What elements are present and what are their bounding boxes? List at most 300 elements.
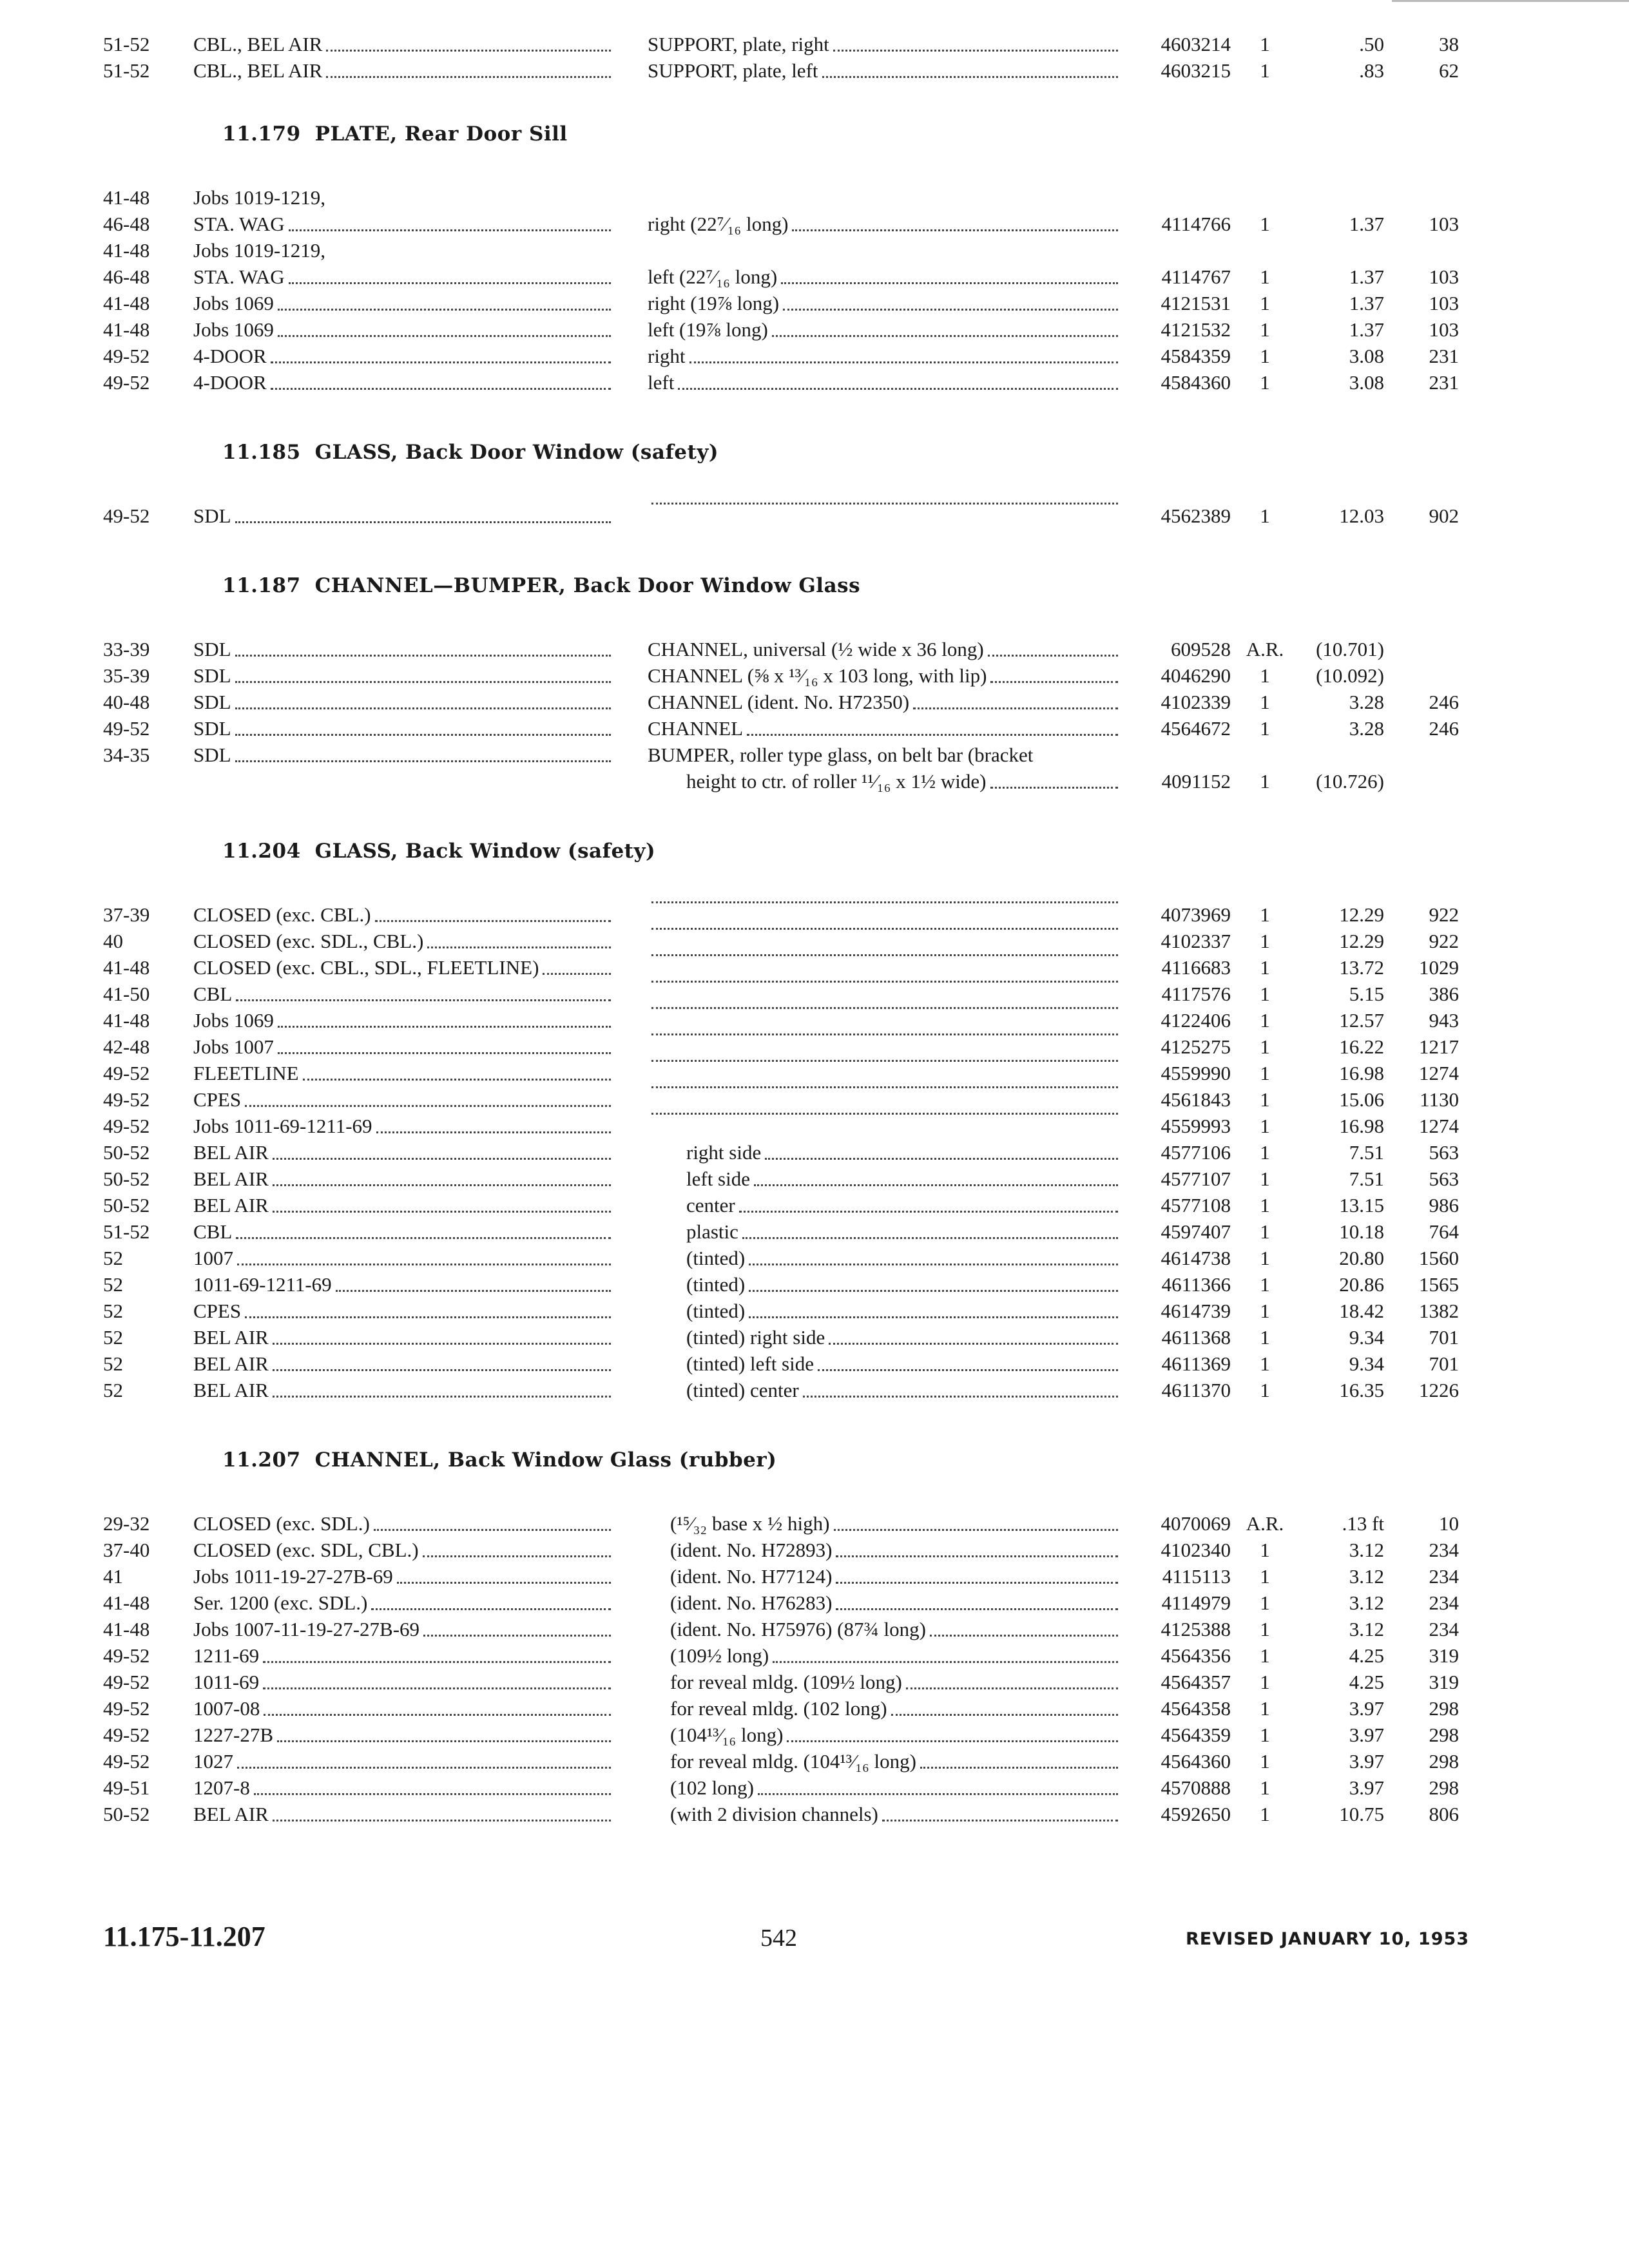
row-quantity: 1 bbox=[1260, 1088, 1270, 1111]
row-part-number: 4562389 bbox=[1161, 505, 1231, 527]
row-price: (10.092) bbox=[1316, 664, 1384, 687]
row-model-text: 1211-69 bbox=[193, 1644, 260, 1667]
row-model-text: CLOSED (exc. CBL.) bbox=[193, 903, 371, 926]
row-list-price: 1274 bbox=[1419, 1115, 1459, 1137]
row-price: 9.34 bbox=[1349, 1352, 1384, 1375]
row-part-number: 4561843 bbox=[1161, 1088, 1231, 1111]
table-row bbox=[0, 184, 1629, 211]
row-price: 10.75 bbox=[1339, 1803, 1384, 1825]
row-description-text: for reveal mldg. (109½ long) bbox=[670, 1671, 902, 1693]
row-years: 37-39 bbox=[103, 903, 150, 926]
row-price: 12.57 bbox=[1339, 1009, 1384, 1032]
row-description bbox=[648, 1748, 1118, 1774]
row-part-number: 4603215 bbox=[1161, 59, 1231, 82]
row-model-text: Jobs 1069 bbox=[193, 1009, 274, 1032]
row-price: .50 bbox=[1359, 33, 1384, 55]
row-price: 13.72 bbox=[1339, 956, 1384, 979]
section-title: GLASS, Back Door Window (safety) bbox=[314, 441, 719, 464]
row-part-number: 4559990 bbox=[1161, 1062, 1231, 1084]
row-price: (10.726) bbox=[1316, 770, 1384, 793]
row-years: 49-52 bbox=[103, 1088, 150, 1111]
row-quantity: 1 bbox=[1260, 345, 1270, 367]
row-model bbox=[193, 1377, 611, 1403]
row-price: 1.37 bbox=[1349, 265, 1384, 288]
row-description bbox=[648, 689, 1118, 715]
row-description bbox=[648, 1350, 1118, 1377]
row-price: 7.51 bbox=[1349, 1141, 1384, 1164]
row-description-text: (104¹³⁄₁₆ long) bbox=[670, 1724, 784, 1746]
row-model-text: CLOSED (exc. SDL, CBL.) bbox=[193, 1539, 419, 1561]
row-description-text: (¹⁵⁄₃₂ base x ½ high) bbox=[670, 1512, 830, 1535]
table-row bbox=[0, 954, 1629, 981]
row-description-text: right (19⅞ long) bbox=[648, 292, 780, 314]
row-years: 46-48 bbox=[103, 265, 150, 288]
row-description-text: SUPPORT, plate, right bbox=[648, 33, 829, 55]
footer-revised-date: REVISED JANUARY 10, 1953 bbox=[1186, 1929, 1470, 1949]
row-model bbox=[193, 1086, 611, 1113]
row-price: 1.37 bbox=[1349, 318, 1384, 341]
table-row bbox=[0, 1537, 1629, 1563]
row-description bbox=[648, 1139, 1118, 1166]
row-description-text: CHANNEL, universal (½ wide x 36 long) bbox=[648, 638, 984, 660]
row-part-number: 4603214 bbox=[1161, 33, 1231, 55]
intro-rows bbox=[0, 31, 1629, 84]
row-list-price: 922 bbox=[1429, 930, 1459, 952]
row-price: 3.12 bbox=[1349, 1591, 1384, 1614]
row-description-text: (tinted) center bbox=[686, 1379, 799, 1401]
row-description bbox=[648, 1192, 1118, 1218]
row-part-number: 4117576 bbox=[1161, 983, 1231, 1005]
row-description-text: height to ctr. of roller ¹¹⁄₁₆ x 1½ wide) bbox=[686, 770, 987, 793]
row-model bbox=[193, 1722, 611, 1748]
row-description bbox=[648, 1590, 1118, 1616]
section-header bbox=[0, 574, 1629, 611]
row-description bbox=[648, 343, 1118, 369]
row-list-price: 922 bbox=[1429, 903, 1459, 926]
row-years: 49-52 bbox=[103, 1724, 150, 1746]
section-header bbox=[0, 840, 1629, 877]
row-model-text: Jobs 1007 bbox=[193, 1035, 274, 1058]
table-row bbox=[0, 1192, 1629, 1218]
row-years: 52 bbox=[103, 1273, 123, 1296]
row-part-number: 4564356 bbox=[1161, 1644, 1231, 1667]
row-price: 9.34 bbox=[1349, 1326, 1384, 1349]
row-description bbox=[648, 954, 1118, 962]
row-model-text: CBL., BEL AIR bbox=[193, 33, 323, 55]
table-row bbox=[0, 1669, 1629, 1695]
row-model-text: Jobs 1011-69-1211-69 bbox=[193, 1115, 372, 1137]
row-years: 50-52 bbox=[103, 1141, 150, 1164]
row-description bbox=[648, 316, 1118, 343]
row-years: 49-52 bbox=[103, 1697, 150, 1720]
table-row bbox=[0, 662, 1629, 689]
row-model-text: Jobs 1019-1219, bbox=[193, 239, 325, 262]
row-model-text: Jobs 1007-11-19-27-27B-69 bbox=[193, 1618, 420, 1640]
row-quantity: 1 bbox=[1260, 505, 1270, 527]
table-row bbox=[0, 1139, 1629, 1166]
row-description bbox=[648, 768, 1118, 794]
row-part-number: 4570888 bbox=[1161, 1776, 1231, 1799]
row-description bbox=[648, 928, 1118, 936]
row-part-number: 4046290 bbox=[1161, 664, 1231, 687]
row-part-number: 4114979 bbox=[1161, 1591, 1231, 1614]
row-part-number: 4584359 bbox=[1161, 345, 1231, 367]
row-description-text: (ident. No. H72893) bbox=[670, 1539, 833, 1561]
row-model bbox=[193, 316, 611, 343]
table-row bbox=[0, 928, 1629, 954]
row-quantity: 1 bbox=[1260, 265, 1270, 288]
row-model-text: BEL AIR bbox=[193, 1141, 269, 1164]
row-price: 4.25 bbox=[1349, 1644, 1384, 1667]
row-model bbox=[193, 1350, 611, 1377]
row-model bbox=[193, 290, 611, 316]
section-number: 11.204 bbox=[222, 840, 301, 863]
section-header bbox=[0, 1448, 1629, 1486]
row-description-text: (ident. No. H76283) bbox=[670, 1591, 833, 1614]
row-model bbox=[193, 1166, 611, 1192]
row-years: 41-48 bbox=[103, 1618, 150, 1640]
table-row bbox=[0, 1616, 1629, 1642]
table-row bbox=[0, 1695, 1629, 1722]
row-price: 18.42 bbox=[1339, 1300, 1384, 1322]
row-price: 3.08 bbox=[1349, 345, 1384, 367]
row-quantity: 1 bbox=[1260, 1591, 1270, 1614]
table-row bbox=[0, 1590, 1629, 1616]
row-model bbox=[193, 237, 611, 264]
row-description-text: left side bbox=[686, 1168, 750, 1190]
row-part-number: 4125388 bbox=[1161, 1618, 1231, 1640]
row-model bbox=[193, 1748, 611, 1774]
row-price: 3.08 bbox=[1349, 371, 1384, 394]
row-model-text: CLOSED (exc. CBL., SDL., FLEETLINE) bbox=[193, 956, 539, 979]
row-model-text: 1011-69-1211-69 bbox=[193, 1273, 332, 1296]
row-years: 52 bbox=[103, 1352, 123, 1375]
row-description-text: plastic bbox=[686, 1220, 738, 1243]
row-model-text: 1227-27B bbox=[193, 1724, 273, 1746]
row-part-number: 4611370 bbox=[1161, 1379, 1231, 1401]
row-years: 50-52 bbox=[103, 1803, 150, 1825]
row-list-price: 234 bbox=[1429, 1591, 1459, 1614]
row-list-price: 943 bbox=[1429, 1009, 1459, 1032]
row-model-text: SDL bbox=[193, 505, 231, 527]
row-model-text: CLOSED (exc. SDL., CBL.) bbox=[193, 930, 424, 952]
section-header bbox=[0, 122, 1629, 160]
row-description-text: left (22⁷⁄₁₆ long) bbox=[648, 265, 778, 288]
row-list-price: 902 bbox=[1429, 505, 1459, 527]
row-price: 5.15 bbox=[1349, 983, 1384, 1005]
row-list-price: 319 bbox=[1429, 1671, 1459, 1693]
row-model-text: CPES bbox=[193, 1088, 242, 1111]
row-years: 51-52 bbox=[103, 1220, 150, 1243]
row-years: 49-52 bbox=[103, 1062, 150, 1084]
row-model-text: SDL bbox=[193, 744, 231, 766]
table-row bbox=[0, 503, 1629, 529]
footer-section-range: 11.175-11.207 bbox=[103, 1921, 265, 1952]
row-price: 1.37 bbox=[1349, 213, 1384, 235]
row-part-number: 4121531 bbox=[1161, 292, 1231, 314]
row-model bbox=[193, 369, 611, 396]
row-model-text: SDL bbox=[193, 717, 231, 740]
row-years: 49-52 bbox=[103, 1750, 150, 1773]
row-description bbox=[648, 981, 1118, 988]
row-description-text: SUPPORT, plate, left bbox=[648, 59, 818, 82]
row-description-text: (tinted) bbox=[686, 1247, 746, 1269]
table-row bbox=[0, 1060, 1629, 1086]
row-model bbox=[193, 1563, 611, 1590]
row-price: 12.29 bbox=[1339, 903, 1384, 926]
row-description bbox=[648, 1669, 1118, 1695]
row-model bbox=[193, 928, 611, 954]
row-description-text: BUMPER, roller type glass, on belt bar (bracket bbox=[648, 744, 1034, 766]
row-quantity: 1 bbox=[1260, 1644, 1270, 1667]
table-row bbox=[0, 264, 1629, 290]
table-row bbox=[0, 1324, 1629, 1350]
table-row bbox=[0, 1510, 1629, 1537]
table-row bbox=[0, 369, 1629, 396]
row-list-price: 298 bbox=[1429, 1724, 1459, 1746]
row-years: 33-39 bbox=[103, 638, 150, 660]
row-years: 34-35 bbox=[103, 744, 150, 766]
row-price: (10.701) bbox=[1316, 638, 1384, 660]
row-part-number: 4125275 bbox=[1161, 1035, 1231, 1058]
row-price: 15.06 bbox=[1339, 1088, 1384, 1111]
row-description-text: CHANNEL bbox=[648, 717, 744, 740]
row-quantity: 1 bbox=[1260, 1671, 1270, 1693]
row-years: 41-48 bbox=[103, 1009, 150, 1032]
row-years: 29-32 bbox=[103, 1512, 150, 1535]
table-row bbox=[0, 1748, 1629, 1774]
row-years: 41-48 bbox=[103, 956, 150, 979]
row-list-price: 806 bbox=[1429, 1803, 1459, 1825]
row-quantity: 1 bbox=[1260, 1168, 1270, 1190]
row-model bbox=[193, 211, 611, 237]
row-description-text: (with 2 division channels) bbox=[670, 1803, 878, 1825]
row-model bbox=[193, 689, 611, 715]
row-model bbox=[193, 1298, 611, 1324]
row-description-text: (102 long) bbox=[670, 1776, 755, 1799]
table-row bbox=[0, 1722, 1629, 1748]
section-title: PLATE, Rear Door Sill bbox=[314, 122, 568, 146]
row-model bbox=[193, 636, 611, 662]
row-list-price: 563 bbox=[1429, 1168, 1459, 1190]
table-row bbox=[0, 1218, 1629, 1245]
row-description-text: right (22⁷⁄₁₆ long) bbox=[648, 213, 789, 235]
row-part-number: 4592650 bbox=[1161, 1803, 1231, 1825]
row-quantity: 1 bbox=[1260, 1220, 1270, 1243]
row-model bbox=[193, 1510, 611, 1537]
section-number: 11.207 bbox=[222, 1448, 301, 1472]
row-quantity: 1 bbox=[1260, 664, 1270, 687]
row-model-text: 4-DOOR bbox=[193, 371, 267, 394]
row-quantity: A.R. bbox=[1246, 638, 1284, 660]
section-title: GLASS, Back Window (safety) bbox=[314, 840, 656, 863]
table-row bbox=[0, 343, 1629, 369]
table-row bbox=[0, 1774, 1629, 1801]
table-row bbox=[0, 689, 1629, 715]
row-years: 52 bbox=[103, 1300, 123, 1322]
row-part-number: 4122406 bbox=[1161, 1009, 1231, 1032]
row-part-number: 4115113 bbox=[1162, 1565, 1231, 1588]
row-quantity: 1 bbox=[1260, 1379, 1270, 1401]
row-price: 12.29 bbox=[1339, 930, 1384, 952]
table-row bbox=[0, 1007, 1629, 1033]
row-description-text: left bbox=[648, 371, 675, 394]
row-years: 41-48 bbox=[103, 1591, 150, 1614]
row-years: 49-52 bbox=[103, 505, 150, 527]
row-part-number: 4584360 bbox=[1161, 371, 1231, 394]
row-list-price: 319 bbox=[1429, 1644, 1459, 1667]
row-description bbox=[648, 715, 1118, 742]
row-years: 51-52 bbox=[103, 59, 150, 82]
section-header bbox=[0, 441, 1629, 478]
table-row bbox=[0, 1563, 1629, 1590]
row-model bbox=[193, 1007, 611, 1033]
row-list-price: 1029 bbox=[1419, 956, 1459, 979]
row-model bbox=[193, 662, 611, 689]
table-row bbox=[0, 1801, 1629, 1827]
row-model bbox=[193, 901, 611, 928]
row-price: 4.25 bbox=[1349, 1671, 1384, 1693]
table-row bbox=[0, 901, 1629, 928]
row-part-number: 4577106 bbox=[1161, 1141, 1231, 1164]
row-description bbox=[648, 31, 1118, 57]
table-row bbox=[0, 237, 1629, 264]
row-price: 20.80 bbox=[1339, 1247, 1384, 1269]
row-description bbox=[648, 1774, 1118, 1801]
row-model bbox=[193, 1060, 611, 1086]
row-model-text: BEL AIR bbox=[193, 1803, 269, 1825]
row-quantity: 1 bbox=[1260, 292, 1270, 314]
row-description bbox=[648, 1166, 1118, 1192]
row-model bbox=[193, 1033, 611, 1060]
row-description bbox=[648, 503, 1118, 510]
row-part-number: 4597407 bbox=[1161, 1220, 1231, 1243]
row-model bbox=[193, 1774, 611, 1801]
row-description bbox=[648, 1377, 1118, 1403]
row-price: 13.15 bbox=[1339, 1194, 1384, 1216]
row-years: 42-48 bbox=[103, 1035, 150, 1058]
row-part-number: 4611366 bbox=[1161, 1273, 1231, 1296]
row-list-price: 231 bbox=[1429, 371, 1459, 394]
row-model bbox=[193, 742, 611, 768]
row-description-text: right bbox=[648, 345, 686, 367]
row-quantity: 1 bbox=[1260, 1326, 1270, 1349]
sections bbox=[0, 77, 1629, 1827]
table-row bbox=[0, 742, 1629, 768]
row-model bbox=[193, 1801, 611, 1827]
row-quantity: 1 bbox=[1260, 1273, 1270, 1296]
row-list-price: 103 bbox=[1429, 318, 1459, 341]
row-description bbox=[648, 1033, 1118, 1041]
scan-edge-mark bbox=[1392, 0, 1629, 7]
row-model-text: 1007-08 bbox=[193, 1697, 260, 1720]
table-row bbox=[0, 981, 1629, 1007]
row-list-price: 764 bbox=[1429, 1220, 1459, 1243]
row-model bbox=[193, 715, 611, 742]
row-price: 3.12 bbox=[1349, 1539, 1384, 1561]
row-description-text: CHANNEL (ident. No. H72350) bbox=[648, 691, 910, 713]
row-years: 50-52 bbox=[103, 1168, 150, 1190]
table-row bbox=[0, 1271, 1629, 1298]
row-years: 51-52 bbox=[103, 33, 150, 55]
row-description-text: right side bbox=[686, 1141, 762, 1164]
row-quantity: 1 bbox=[1260, 930, 1270, 952]
row-quantity: 1 bbox=[1260, 1300, 1270, 1322]
row-model-text: BEL AIR bbox=[193, 1379, 269, 1401]
row-part-number: 609528 bbox=[1171, 638, 1231, 660]
row-price: 20.86 bbox=[1339, 1273, 1384, 1296]
section-number: 11.179 bbox=[222, 122, 301, 146]
row-description bbox=[648, 1642, 1118, 1669]
row-model-text: Jobs 1069 bbox=[193, 318, 274, 341]
row-quantity: 1 bbox=[1260, 1565, 1270, 1588]
row-description-text: (tinted) bbox=[686, 1273, 746, 1296]
section-number: 11.185 bbox=[222, 441, 301, 464]
row-model-text: STA. WAG bbox=[193, 265, 285, 288]
row-model bbox=[193, 1616, 611, 1642]
row-list-price: 103 bbox=[1429, 213, 1459, 235]
row-years: 49-52 bbox=[103, 1671, 150, 1693]
row-model-text: Jobs 1011-19-27-27B-69 bbox=[193, 1565, 393, 1588]
row-model bbox=[193, 1271, 611, 1298]
row-model-text: 4-DOOR bbox=[193, 345, 267, 367]
row-price: 3.97 bbox=[1349, 1776, 1384, 1799]
row-model-text: Jobs 1019-1219, bbox=[193, 186, 325, 209]
row-price: 12.03 bbox=[1339, 505, 1384, 527]
row-quantity: 1 bbox=[1260, 318, 1270, 341]
row-model bbox=[193, 264, 611, 290]
row-description bbox=[648, 1616, 1118, 1642]
row-quantity: 1 bbox=[1260, 1352, 1270, 1375]
table-row bbox=[0, 1642, 1629, 1669]
row-list-price: 234 bbox=[1429, 1618, 1459, 1640]
row-list-price: 563 bbox=[1429, 1141, 1459, 1164]
row-model bbox=[193, 1669, 611, 1695]
row-model-text: CBL bbox=[193, 983, 233, 1005]
row-quantity: 1 bbox=[1260, 1035, 1270, 1058]
row-model bbox=[193, 343, 611, 369]
row-part-number: 4611369 bbox=[1161, 1352, 1231, 1375]
row-quantity: 1 bbox=[1260, 903, 1270, 926]
row-description-text: for reveal mldg. (104¹³⁄₁₆ long) bbox=[670, 1750, 916, 1773]
row-model bbox=[193, 1192, 611, 1218]
table-row bbox=[0, 768, 1629, 794]
row-description bbox=[648, 1086, 1118, 1094]
row-description-text: center bbox=[686, 1194, 735, 1216]
row-list-price: 701 bbox=[1429, 1352, 1459, 1375]
row-part-number: 4073969 bbox=[1161, 903, 1231, 926]
row-description bbox=[648, 636, 1118, 662]
row-model-text: FLEETLINE bbox=[193, 1062, 299, 1084]
row-part-number: 4614739 bbox=[1161, 1300, 1231, 1322]
row-description-text: (ident. No. H77124) bbox=[670, 1565, 833, 1588]
row-description bbox=[648, 211, 1118, 237]
row-part-number: 4102337 bbox=[1161, 930, 1231, 952]
row-years: 35-39 bbox=[103, 664, 150, 687]
row-model bbox=[193, 1218, 611, 1245]
row-price: 3.97 bbox=[1349, 1697, 1384, 1720]
row-list-price: 103 bbox=[1429, 292, 1459, 314]
row-part-number: 4121532 bbox=[1161, 318, 1231, 341]
row-years: 40 bbox=[103, 930, 123, 952]
row-part-number: 4102339 bbox=[1161, 691, 1231, 713]
row-years: 41-48 bbox=[103, 239, 150, 262]
row-model-text: SDL bbox=[193, 638, 231, 660]
row-model bbox=[193, 1324, 611, 1350]
table-row bbox=[0, 1166, 1629, 1192]
row-part-number: 4564357 bbox=[1161, 1671, 1231, 1693]
row-years: 41-50 bbox=[103, 983, 150, 1005]
